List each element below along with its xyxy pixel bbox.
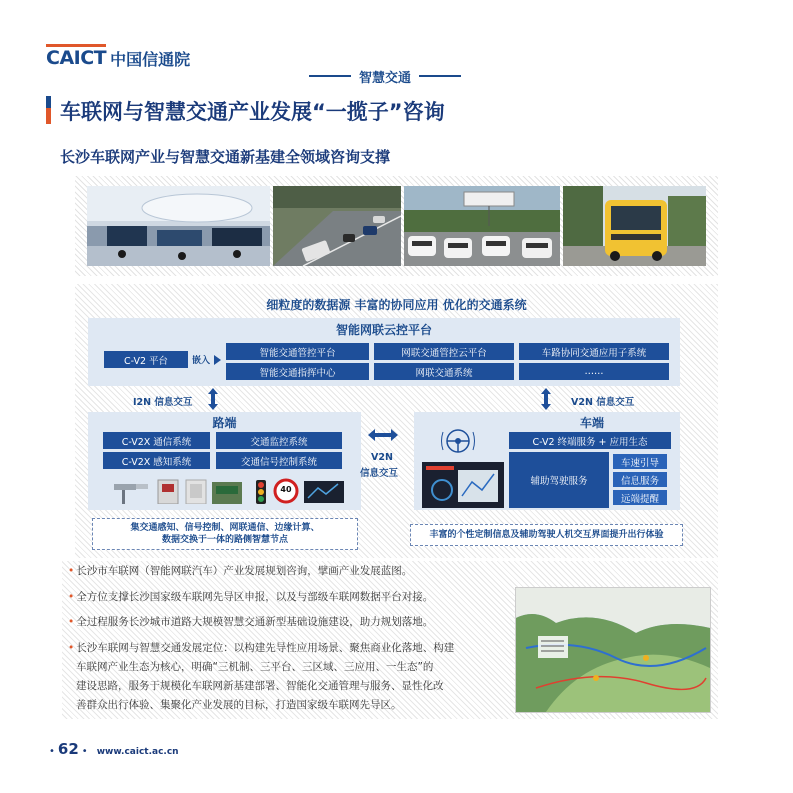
logo-en: CAICT (46, 47, 106, 69)
page-title: 车联网与智慧交通产业发展“一揽子”咨询 (60, 100, 445, 124)
monitor-screen-icon (304, 481, 344, 503)
v2n-center-line1: V2N (371, 452, 393, 463)
roadside-device-images (108, 478, 348, 504)
bullet-item: • 长沙车联网与智慧交通发展定位：以构建先导性应用场景、聚焦商业化落地、构建 (68, 642, 455, 654)
camera-icon (114, 484, 148, 504)
city-map-image (515, 587, 711, 713)
road-item: 交通信号控制系统 (216, 452, 342, 469)
bullet-item: • 全过程服务长沙城市道路大规模智慧交通新型基础设施建设，助力规划落地。 (68, 616, 434, 628)
roadside-unit-icon (186, 480, 206, 504)
vehicle-side-title: 车端 (579, 416, 604, 430)
road-item: C-V2X 感知系统 (103, 452, 210, 469)
page-subtitle: 长沙车联网产业与智慧交通新基建全领域咨询支撑 (60, 148, 391, 166)
cabinet-icon (158, 480, 178, 504)
terminal-service-box: C-V2 终端服务 + 应用生态 (509, 432, 671, 449)
steering-wheel-icon (440, 426, 476, 456)
dashboard-screen-image (422, 462, 504, 508)
gantry-icon (212, 482, 242, 504)
road-item: C-V2X 通信系统 (103, 432, 210, 449)
photo-exhibition-hall (87, 186, 270, 266)
photo-strip (75, 176, 718, 276)
bullet-item: • 长沙市车联网（智能网联汽车）产业发展规划咨询，擘画产业发展蓝图。 (68, 565, 413, 577)
diagram-headline: 细粒度的数据源 丰富的协同应用 优化的交通系统 (266, 298, 527, 312)
photo-test-vehicles (404, 186, 560, 266)
v2n-label: V2N 信息交互 (571, 397, 635, 408)
speed-limit-value: 40 (280, 485, 292, 494)
bullet-section (62, 561, 718, 719)
vehicle-side-panel (414, 412, 680, 510)
road-item: 交通监控系统 (216, 432, 342, 449)
road-side-title: 路端 (212, 416, 237, 430)
vehicle-sub-item: 信息服务 (613, 472, 667, 487)
traffic-light-icon (256, 480, 266, 504)
section-tag-label: 智慧交通 (358, 70, 411, 86)
cloud-platform-panel (88, 318, 680, 386)
i2n-label: I2N 信息交互 (133, 397, 193, 408)
logo-cn: 中国信通院 (110, 49, 191, 69)
page-footer: • 62 • www.caict.ac.cn (49, 740, 179, 758)
embed-label: 嵌入 (192, 356, 211, 366)
vehicle-side-note: 丰富的个性定制信息及辅助驾驶人机交互界面提升出行体验 (410, 524, 683, 546)
cloud-grid-item: 智能交通管控平台 (226, 343, 369, 360)
photo-autonomous-bus (563, 186, 706, 266)
v2n-arrow (541, 388, 551, 410)
cloud-grid-item: 车路协同交通应用子系统 (519, 343, 669, 360)
embed-arrow (214, 355, 221, 365)
vehicle-sub-item: 远端提醒 (613, 490, 667, 505)
cloud-grid-item: 网联交通系统 (374, 363, 514, 380)
i2n-arrow (208, 388, 218, 410)
bullet-continuation: 车联网产业生态为核心，明确“三机制、三平台、三区域、三应用、一生态”的 (76, 661, 434, 673)
bullet-continuation: 善群众出行体验、集聚化产业发展的目标，打造国家级车联网先导区。 (76, 699, 402, 711)
bullet-item: • 全方位支撑长沙国家级车联网先导区申报，以及与部级车联网数据平台对接。 (68, 591, 434, 603)
caict-logo (46, 47, 190, 69)
v2n-center-line2: 信息交互 (360, 468, 399, 479)
cloud-grid-item: …… (519, 363, 669, 380)
cloud-platform-title: 智能网联云控平台 (335, 323, 432, 337)
photo-connected-road (273, 186, 401, 266)
cloud-grid-item: 网联交通管控云平台 (374, 343, 514, 360)
cv2-platform-box: C-V2 平台 (104, 351, 188, 368)
vehicle-sub-item: 车速引导 (613, 454, 667, 469)
footer-url[interactable]: www.caict.ac.cn (96, 747, 179, 757)
page-number: 62 (57, 740, 79, 758)
road-side-note: 集交通感知、信号控制、网联通信、边缘计算、 数据交换于一体的路侧智慧节点 (92, 518, 358, 550)
section-tag (305, 66, 465, 86)
architecture-diagram (75, 284, 718, 558)
road-side-panel (88, 412, 361, 510)
v2n-bidirectional-arrow (368, 426, 398, 438)
bullet-continuation: 建设思路，服务于规模化车联网新基建部署、智能化交通管理与服务、显性化改 (76, 680, 444, 692)
cloud-grid-item: 智能交通指挥中心 (226, 363, 369, 380)
assist-driving-box: 辅助驾驶服务 (509, 452, 609, 508)
